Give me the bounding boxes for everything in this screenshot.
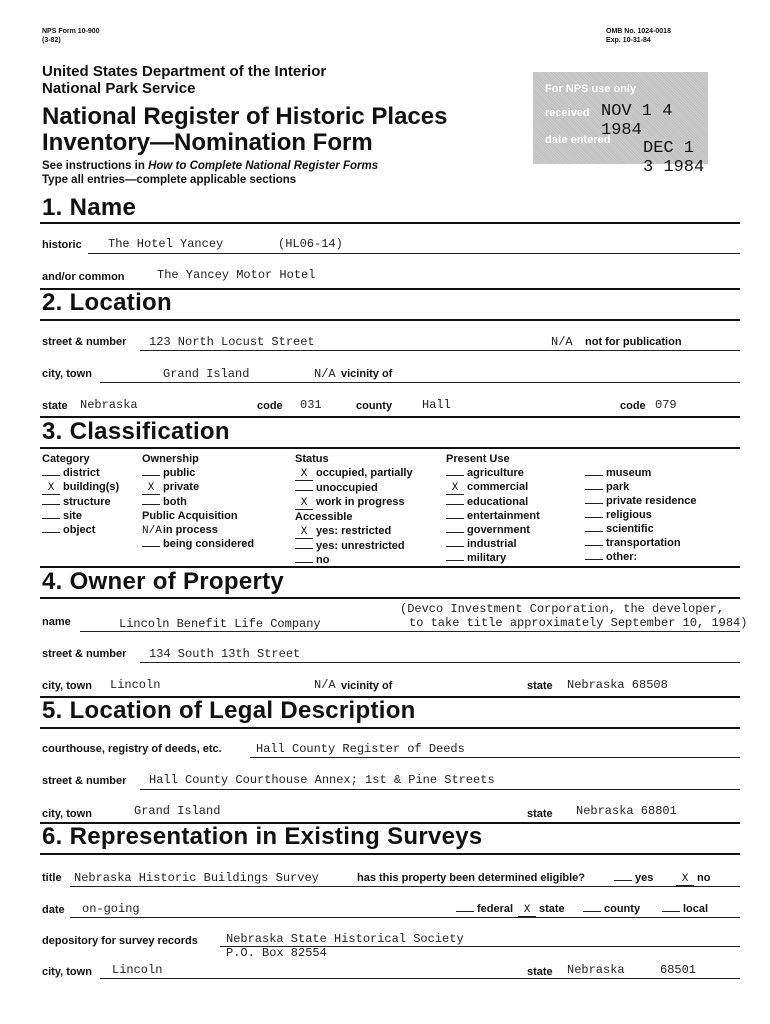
checkbox-work-in-progress[interactable]: X work in progress xyxy=(295,495,413,510)
checkbox-public[interactable]: public xyxy=(142,466,254,480)
depository-zip-field[interactable]: 68501 xyxy=(660,963,697,977)
checkbox-private-residence[interactable]: private residence xyxy=(585,494,697,508)
owner-note-line1: (Devco Investment Corporation, the developer, xyxy=(400,602,725,616)
legal-street-field[interactable]: Hall County Courthouse Annex; 1st & Pine Streets xyxy=(149,773,495,787)
survey-date-label: date xyxy=(42,904,65,916)
section-6-rule xyxy=(40,853,740,855)
survey-title-label: title xyxy=(42,872,62,884)
section-4-rule xyxy=(40,597,740,599)
section-2-rule xyxy=(40,319,740,321)
checkbox-eligible-yes[interactable]: yes xyxy=(614,871,653,885)
owner-state-field[interactable]: Nebraska 68508 xyxy=(567,678,668,692)
survey-date-field[interactable]: on-going xyxy=(82,902,140,916)
present-use-column-2 xyxy=(585,466,697,564)
county-code-label: code xyxy=(620,400,646,412)
eligible-question: has this property been determined eligible? xyxy=(357,872,585,884)
checkbox-other[interactable]: other: xyxy=(585,550,697,564)
depository-field-line1[interactable]: Nebraska State Historical Society xyxy=(226,932,464,946)
historic-name-field[interactable]: The Hotel Yancey xyxy=(108,237,224,251)
checkbox-object[interactable]: object xyxy=(42,523,119,537)
owner-name-label: name xyxy=(42,616,71,628)
checkbox-state[interactable]: X state xyxy=(518,902,565,917)
accessible-heading: Accessible xyxy=(295,511,353,523)
section-3-rule xyxy=(40,447,740,449)
owner-street-label: street & number xyxy=(42,648,127,660)
ownership-column xyxy=(142,452,254,551)
status-column xyxy=(295,452,413,567)
courthouse-field[interactable]: Hall County Register of Deeds xyxy=(256,742,465,756)
form-title-line1: National Register of Historic Places xyxy=(42,103,448,130)
date-entered-value: DEC 1 3 1984 xyxy=(643,139,705,177)
common-name-label: and/or common xyxy=(42,271,125,283)
owner-state-label: state xyxy=(527,680,553,692)
department-name: United States Department of the Interior xyxy=(42,63,327,80)
form-revision: (3-82) xyxy=(42,37,61,44)
checkbox-educational[interactable]: educational xyxy=(446,495,540,509)
ownership-heading: Ownership xyxy=(142,453,199,465)
checkbox-private[interactable]: X private xyxy=(142,480,254,495)
checkbox-district[interactable]: district xyxy=(42,466,119,480)
omb-number: OMB No. 1024-0018 xyxy=(606,28,671,35)
checkbox-being-considered[interactable]: being considered xyxy=(142,537,254,551)
legal-city-field[interactable]: Grand Island xyxy=(134,804,221,818)
checkbox-transportation[interactable]: transportation xyxy=(585,536,697,550)
expiration: Exp. 10-31-84 xyxy=(606,37,651,44)
received-date: NOV 1 4 1984 xyxy=(601,102,673,140)
city-field[interactable]: Grand Island xyxy=(163,367,250,381)
legal-street-label: street & number xyxy=(42,775,127,787)
checkbox-federal[interactable]: federal xyxy=(456,902,513,916)
owner-street-field[interactable]: 134 South 13th Street xyxy=(149,647,301,661)
checkbox-in-process[interactable]: N/Ain process xyxy=(142,524,218,537)
state-field[interactable]: Nebraska xyxy=(80,398,138,412)
owner-vicinity-label: vicinity of xyxy=(341,680,393,692)
street-field[interactable]: 123 North Locust Street xyxy=(149,335,315,349)
depository-state-label: state xyxy=(527,966,553,978)
checkbox-scientific[interactable]: scientific xyxy=(585,522,697,536)
section-6-title: 6. Representation in Existing Surveys xyxy=(42,823,483,850)
section-1-title: 1. Name xyxy=(42,194,137,221)
depository-city-label: city, town xyxy=(42,966,92,978)
checkbox-agriculture[interactable]: agriculture xyxy=(446,466,540,480)
section-2-title: 2. Location xyxy=(42,289,172,316)
section-3-title: 3. Classification xyxy=(42,418,230,445)
street-label: street & number xyxy=(42,336,127,348)
checkbox-industrial[interactable]: industrial xyxy=(446,537,540,551)
vicinity-mark[interactable]: N/A xyxy=(314,367,336,381)
checkbox-yes-unrestricted[interactable]: yes: unrestricted xyxy=(295,539,413,553)
checkbox-eligible-no[interactable]: X no xyxy=(676,871,710,886)
checkbox-yes-restricted[interactable]: X yes: restricted xyxy=(295,524,413,539)
city-label: city, town xyxy=(42,368,92,380)
checkbox-local[interactable]: local xyxy=(662,902,708,916)
legal-city-label: city, town xyxy=(42,808,92,820)
received-label: received xyxy=(545,107,590,119)
category-column xyxy=(42,452,119,537)
vicinity-label: vicinity of xyxy=(341,368,393,380)
state-code-label: code xyxy=(257,400,283,412)
checkbox-occupied[interactable]: X occupied, partially xyxy=(295,466,413,481)
checkbox-buildings[interactable]: X building(s) xyxy=(42,480,119,495)
depository-city-field[interactable]: Lincoln xyxy=(112,963,163,977)
section-5-rule xyxy=(40,727,740,729)
present-use-heading: Present Use xyxy=(446,453,510,465)
instructions: See instructions in How to Complete National Register Forms xyxy=(42,160,379,172)
county-field[interactable]: Hall xyxy=(422,398,451,412)
survey-title-field[interactable]: Nebraska Historic Buildings Survey xyxy=(74,871,319,885)
date-entered-label: date entered xyxy=(545,134,611,146)
owner-note-line2: to take title approximately September 10, 1984) xyxy=(409,616,748,630)
section-5-title: 5. Location of Legal Description xyxy=(42,697,416,724)
common-name-field[interactable]: The Yancey Motor Hotel xyxy=(157,268,316,282)
historic-label: historic xyxy=(42,239,82,251)
owner-city-label: city, town xyxy=(42,680,92,692)
checkbox-county[interactable]: county xyxy=(583,902,640,916)
checkbox-military[interactable]: military xyxy=(446,551,540,565)
checkbox-park[interactable]: park xyxy=(585,480,697,494)
checkbox-both[interactable]: both xyxy=(142,495,254,509)
depository-state-field[interactable]: Nebraska xyxy=(567,963,625,977)
not-for-publication-label: not for publication xyxy=(585,336,682,348)
checkbox-commercial[interactable]: X commercial xyxy=(446,480,540,495)
status-heading: Status xyxy=(295,453,329,465)
checkbox-no[interactable]: no xyxy=(295,553,413,567)
form-title-line2: Inventory—Nomination Form xyxy=(42,129,373,156)
county-code-field[interactable]: 079 xyxy=(655,398,677,412)
instructions-type: Type all entries—complete applicable sections xyxy=(42,174,297,186)
county-label: county xyxy=(356,400,393,412)
checkbox-unoccupied[interactable]: unoccupied xyxy=(295,481,413,495)
not-for-publication-mark[interactable]: N/A xyxy=(551,335,573,349)
legal-state-field[interactable]: Nebraska 68801 xyxy=(576,804,677,818)
category-heading: Category xyxy=(42,453,90,465)
checkbox-entertainment[interactable]: entertainment xyxy=(446,509,540,523)
depository-field-line2[interactable]: P.O. Box 82554 xyxy=(226,946,327,960)
checkbox-structure[interactable]: structure xyxy=(42,495,119,509)
historic-code: (HL06-14) xyxy=(278,237,343,251)
checkbox-site[interactable]: site xyxy=(42,509,119,523)
nps-use-only-box xyxy=(533,72,708,177)
state-label: state xyxy=(42,400,68,412)
section-4-title: 4. Owner of Property xyxy=(42,568,285,595)
service-name: National Park Service xyxy=(42,80,196,97)
checkbox-religious[interactable]: religious xyxy=(585,508,697,522)
checkbox-government[interactable]: government xyxy=(446,523,540,537)
owner-city-field[interactable]: Lincoln xyxy=(110,678,161,692)
section-1-rule xyxy=(40,222,740,224)
owner-vicinity-mark[interactable]: N/A xyxy=(314,678,336,692)
legal-state-label: state xyxy=(527,808,553,820)
present-use-column-1 xyxy=(446,452,540,565)
state-code-field[interactable]: 031 xyxy=(300,398,322,412)
checkbox-museum[interactable]: museum xyxy=(585,466,697,480)
nps-use-label: For NPS use only xyxy=(545,83,637,95)
depository-label: depository for survey records xyxy=(42,935,198,947)
courthouse-label: courthouse, registry of deeds, etc. xyxy=(42,743,222,755)
form-number: NPS Form 10-900 xyxy=(42,28,100,35)
owner-name-field[interactable]: Lincoln Benefit Life Company xyxy=(119,617,321,631)
public-acquisition-heading: Public Acquisition xyxy=(142,510,238,522)
